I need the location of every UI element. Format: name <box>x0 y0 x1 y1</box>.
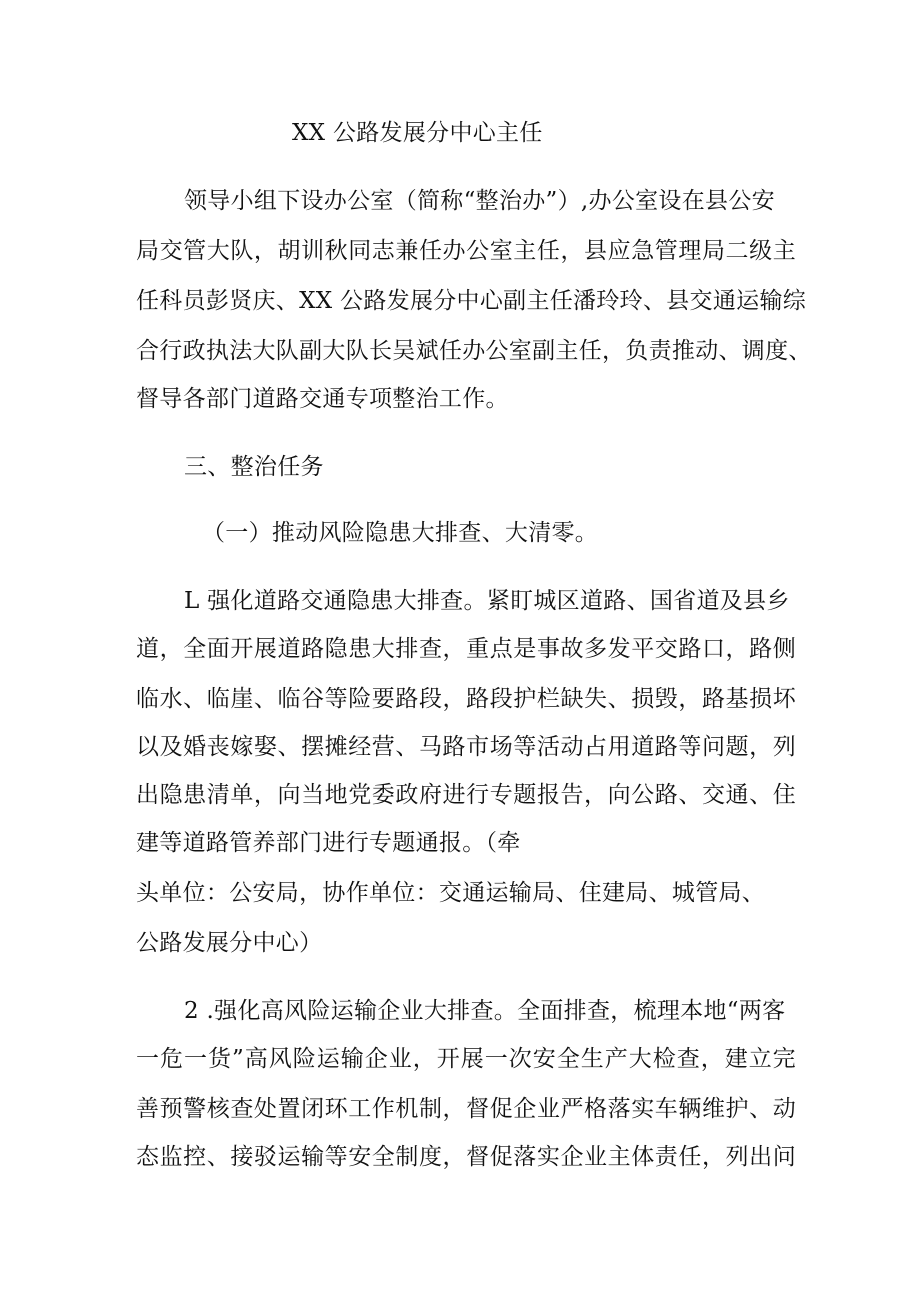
paragraph-line: 2 .强化高风险运输企业大排查。全面排查，梳理本地“两客 <box>184 998 786 1024</box>
paragraph-line: 督导各部门道路交通专项整治工作。 <box>136 386 509 412</box>
paragraph-line: 一危一货”高风险运输企业，开展一次安全生产大检查，建立完 <box>136 1046 796 1072</box>
paragraph-line: 头单位：公安局，协作单位：交通运输局、住建局、城管局、 <box>136 880 766 906</box>
paragraph-line: 善预警核查处置闭环工作机制，督促企业严格落实车辆维护、动 <box>136 1096 796 1122</box>
title-line: XX 公路发展分中心主任 <box>292 120 543 146</box>
paragraph-line: 出隐患清单，向当地党委政府进行专题报告，向公路、交通、住 <box>136 782 796 808</box>
paragraph-line: 局交管大队，胡训秋同志兼任办公室主任，县应急管理局二级主 <box>136 238 796 264</box>
paragraph-line: 领导小组下设办公室（简称“整治办”）,办公室设在县公安 <box>184 188 775 214</box>
paragraph-line: 道，全面开展道路隐患大排查，重点是事故多发平交路口，路侧 <box>136 636 796 662</box>
paragraph-line: 合行政执法大队副大队长吴斌任办公室副主任，负责推动、调度、 <box>136 338 812 364</box>
paragraph-line: 公路发展分中心） <box>136 930 323 956</box>
paragraph-line: 态监控、接驳运输等安全制度，督促落实企业主体责任，列出问 <box>136 1144 796 1170</box>
paragraph-line: 任科员彭贤庆、XX 公路发展分中心副主任潘玲玲、县交通运输综 <box>136 288 807 314</box>
paragraph-line: 建等道路管养部门进行专题通报。（牵 <box>136 830 521 856</box>
subsection-heading: （一）推动风险隐患大排查、大清零。 <box>202 520 599 546</box>
section-heading: 三、整治任务 <box>184 454 324 480</box>
paragraph-line: 临水、临崖、临谷等险要路段，路段护栏缺失、损毁，路基损坏 <box>136 686 796 712</box>
paragraph-line: 以及婚丧嫁娶、摆摊经营、马路市场等活动占用道路等问题，列 <box>136 734 796 760</box>
paragraph-line: L 强化道路交通隐患大排查。紧盯城区道路、国省道及县乡 <box>184 588 790 614</box>
